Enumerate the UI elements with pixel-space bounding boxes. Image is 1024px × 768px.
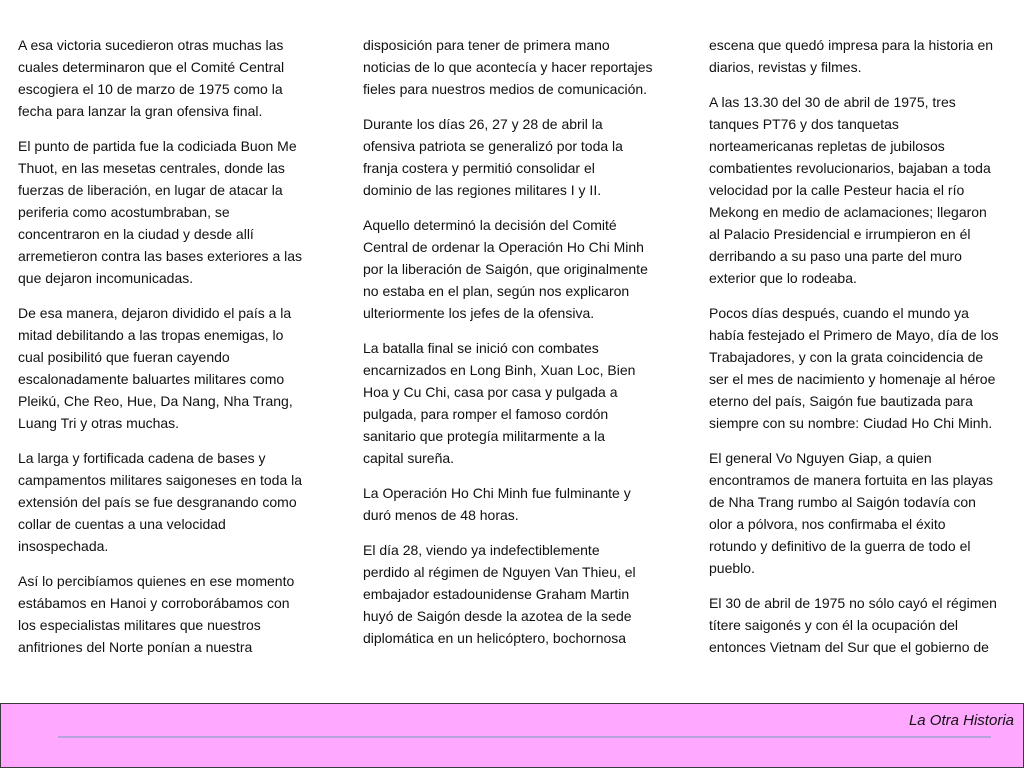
text-line: El día 28, viendo ya indefectiblemente [363,542,600,558]
text-line: De esa manera, dejaron dividido el país a la [18,305,292,321]
text-line: arremetieron contra las bases exteriores a las [18,248,303,264]
text-line: fieles para nuestros medios de comunicación. [363,81,648,97]
text-line: ofensiva patriota se generalizó por toda la [363,138,623,154]
text-line: tanques PT76 y dos tanquetas [709,116,899,132]
paragraph [18,34,318,122]
paragraph [363,539,663,649]
text-line: collar de cuentas a una velocidad [18,516,226,532]
text-line: cual posibilitó que fueran cayendo [18,349,230,365]
text-line: capital sureña. [363,450,455,466]
text-line: estábamos en Hanoi y corroborábamos con [18,595,290,611]
text-line: sanitario que protegía militarmente a la [363,428,606,444]
text-line: A esa victoria sucedieron otras muchas las [18,37,284,53]
text-line: pueblo. [709,560,755,576]
paragraph [709,34,1014,78]
paragraph [709,91,1014,289]
text-line: huyó de Saigón desde la azotea de la sede [363,608,632,624]
text-line: no estaba en el plan, según nos explicaron [363,283,630,299]
text-line: campamentos militares saigoneses en toda la [18,472,303,488]
footer-title: La Otra Historia [908,712,1014,729]
text-line: velocidad por la calle Pesteur hacia el río [709,182,965,198]
text-line: La batalla final se inició con combates [363,340,599,356]
paragraph [363,34,663,100]
text-line: derribando a su paso una parte del muro [709,248,962,264]
text-line: por la liberación de Saigón, que originalmente [363,261,648,277]
text-line: Pocos días después, cuando el mundo ya [709,305,969,321]
text-line: escalonadamente baluartes militares como [18,371,285,387]
text-line: El punto de partida fue la codiciada Buon Me [18,138,297,154]
text-column-3 [709,34,1014,671]
text-line: Durante los días 26, 27 y 28 de abril la [363,116,603,132]
text-line: olor a pólvora, nos confirmaba el éxito [709,516,946,532]
text-line: de Nha Trang rumbo al Saigón todavía con [709,494,976,510]
paragraph [18,570,318,658]
paragraph [18,302,318,434]
text-line: embajador estadounidense Graham Martin [363,586,630,602]
paragraph [363,113,663,201]
text-line: dominio de las regiones militares I y II. [363,182,602,198]
paragraph [18,135,318,289]
text-line: combatientes revolucionarios, bajaban a toda [709,160,991,176]
text-line: perdido al régimen de Nguyen Van Thieu, el [363,564,636,580]
text-line: ulteriormente los jefes de la ofensiva. [363,305,595,321]
text-line: pulgada, para romper el famoso cordón [363,406,609,422]
text-line: escogiera el 10 de marzo de 1975 como la [18,81,283,97]
text-line: El 30 de abril de 1975 no sólo cayó el régimen [709,595,997,611]
text-line: Central de ordenar la Operación Ho Chi Minh [363,239,644,255]
text-line: concentraron en la ciudad y desde allí [18,226,254,242]
text-line: franja costera y permitió consolidar el [363,160,595,176]
text-line: La Operación Ho Chi Minh fue fulminante y [363,485,631,501]
text-line: exterior que lo rodeaba. [709,270,857,286]
text-line: Aquello determinó la decisión del Comité [363,217,617,233]
text-line: eterno del país, Saigón fue bautizada para [709,393,973,409]
text-line: Luang Tri y otras muchas. [18,415,180,431]
text-line: Así lo percibíamos quienes en ese momento [18,573,295,589]
paragraph [709,447,1014,579]
text-line: Thuot, en las mesetas centrales, donde las [18,160,285,176]
text-line: La larga y fortificada cadena de bases y [18,450,266,466]
text-line: Hoa y Cu Chi, casa por casa y pulgada a [363,384,618,400]
text-line: había festejado el Primero de Mayo, día de los [709,327,999,343]
text-line: periferia como acostumbraban, se [18,204,230,220]
text-line: títere saigonés y con él la ocupación del [709,617,959,633]
text-line: siempre con su nombre: Ciudad Ho Chi Minh. [709,415,993,431]
paragraph [18,447,318,557]
text-line: extensión del país se fue desgranando como [18,494,297,510]
paragraph [709,302,1014,434]
text-column-2 [363,34,663,662]
text-line: Mekong en medio de aclamaciones; llegaron [709,204,987,220]
text-line: Pleikú, Che Reo, Hue, Da Nang, Nha Trang, [18,393,293,409]
text-line: duró menos de 48 horas. [363,507,519,523]
footer-divider [58,736,991,738]
text-line: insospechada. [18,538,109,554]
text-line: anfitriones del Norte ponían a nuestra [18,639,253,655]
text-line: al Palacio Presidencial e irrumpieron en él [709,226,971,242]
text-line: entonces Vietnam del Sur que el gobierno de [709,639,989,655]
text-line: noticias de lo que acontecía y hacer reportajes [363,59,653,75]
text-line: que dejaron incomunicadas. [18,270,194,286]
text-line: disposición para tener de primera mano [363,37,610,53]
text-line: Trabajadores, y con la grata coincidencia de [709,349,984,365]
paragraph [363,214,663,324]
page-footer [0,703,1024,768]
text-line: rotundo y definitivo de la guerra de todo el [709,538,971,554]
text-line: norteamericanas repletas de jubilosos [709,138,945,154]
text-line: encarnizados en Long Binh, Xuan Loc, Bien [363,362,636,378]
text-line: ser el mes de nacimiento y homenaje al héroe [709,371,996,387]
paragraph [363,337,663,469]
text-line: diarios, revistas y filmes. [709,59,862,75]
text-line: los especialistas militares que nuestros [18,617,261,633]
text-line: escena que quedó impresa para la historia en [709,37,994,53]
text-line: A las 13.30 del 30 de abril de 1975, tres [709,94,956,110]
text-line: El general Vo Nguyen Giap, a quien [709,450,932,466]
text-line: fuerzas de liberación, en lugar de atacar la [18,182,283,198]
text-column-1 [18,34,318,671]
text-line: encontramos de manera fortuita en las playas [709,472,994,488]
text-line: diplomática en un helicóptero, bochornosa [363,630,627,646]
text-line: mitad debilitando a las tropas enemigas, lo [18,327,284,343]
text-line: cuales determinaron que el Comité Central [18,59,285,75]
paragraph [709,592,1014,658]
paragraph [363,482,663,526]
text-line: fecha para lanzar la gran ofensiva final. [18,103,263,119]
